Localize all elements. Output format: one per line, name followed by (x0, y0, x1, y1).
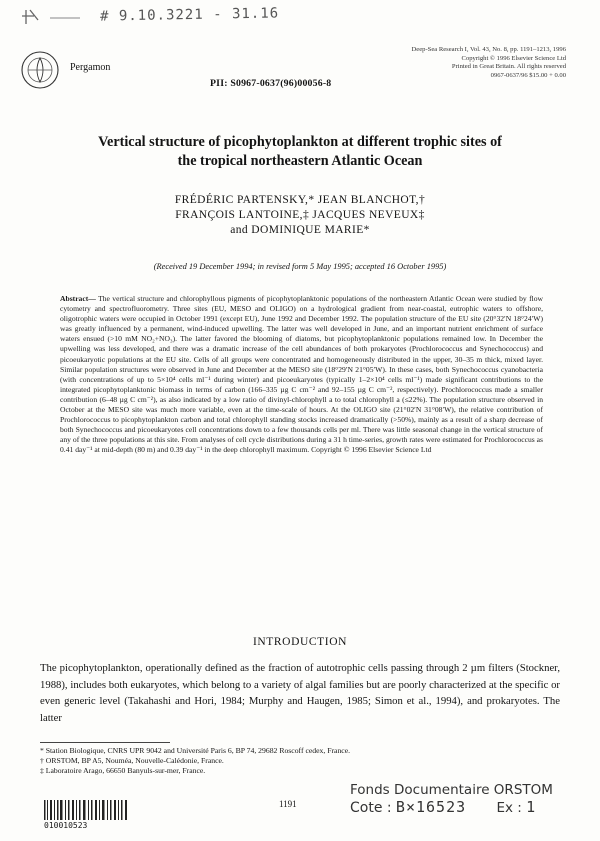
authors-line-1: FRÉDÉRIC PARTENSKY,* JEAN BLANCHOT,† (174, 194, 426, 206)
affiliation-footnotes (40, 746, 560, 776)
abstract-block (60, 294, 543, 456)
journal-line: 0967-0637/96 $15.00 + 0.00 (490, 71, 566, 79)
abstract-text: The vertical structure and chlorophyllous pigments of picophytoplanktonic populations of the northeastern Atlantic Ocean were studied by flow cytometry and spectrofluorometry. Three sites (EU, MESO and OLIGO) on a hydrological gradient from near-coastal, eutrophic waters to offshore, oligotrophic waters were occupied in October 1991 (except EU), June 1992 and December 1992. The population structure of the EU site (20°32′N 18°24′W) was greatly influenced by a permanent, wind-induced upwelling. The latter was well developed in June, and an important nutrient enrichment of surface waters ensued (>10 mM NO₂+NO₃). The latter favored the blooming of diatoms, but picophytoplanktonic populations remained low. In December the upwelling was less developed, and there was a dramatic increase of the cell abundances of both prokaryotes (Prochlorococcus and Synechococcus) and picoeukaryotic populations at the EU site. Cells of all groups were concentrated and homogeneously distributed in the upper, 30–35 m thick, mixed layer. Similar population structures were observed in June and December at the MESO site (18°29′N 21°05′W). In these cases, both Synechococcus cyanobacteria (with concentrations of up to 5×10⁴ cells ml⁻¹ during winter) and picoeukaryotes (typically 1–2×10⁴ cells ml⁻¹) made significant contributions to the integrated picophytoplanktonic biomass in terms of carbon (166–335 µg C cm⁻² and 92–155 µg C cm⁻², respectively). Prochlorococcus made a smaller contribution (6–48 µg C cm⁻²), as also indicated by a low ratio of divinyl-chlorophyll a to total chlorophyll a (≤22%). The population structure observed in October at the MESO site was much more variable, even at the time-scale of hours. At the OLIGO site (21°02′N 31°08′W), the relative contribution of Prochlorococcus to picophytoplankton carbon and total chlorophyll standing stocks increased dramatically (>50%), mainly as a result of a sharp decrease of both Synechococcus and picoeukaryotes cell concentrations down to a few thousands cells per ml. There was little seasonal change in the vertical structure of any of the three populations at this site. From analyses of cell cycle distributions during a 31 h time-series, growth rates were estimated for Prochlorococcus as 0.41 day⁻¹ at mid-depth (80 m) and 0.39 day⁻¹ in the deep chlorophyll maximum. Copyright © 1996 Elsevier Science Ltd (60, 294, 543, 455)
title-line-2: the tropical northeastern Atlantic Ocean (177, 153, 423, 169)
paper-title (40, 133, 560, 171)
journal-citation (346, 46, 566, 80)
title-line-1: Vertical structure of picophytoplankton at different trophic sites of (98, 134, 502, 150)
received-dates: (Received 19 December 1994; in revised form 5 May 1995; accepted 16 October 1995) (153, 262, 447, 271)
journal-line: Copyright © 1996 Elsevier Science Ltd (461, 54, 566, 62)
publisher-name: Pergamon (70, 62, 111, 73)
introduction-paragraph: The picophytoplankton, operationally defined as the fraction of autotrophic cells passing through 2 µm filters (Stockner, 1988), includes both eukaryotes, which belong to a variety of algal families but are poorly characterized at the specific or even generic level (Takahashi and Hori, 1984; Murphy and Haugen, 1985; Simon et al., 1994), and prokaryotes. The latter (40, 662, 560, 725)
stamp-ex-label: Ex : (496, 800, 522, 816)
barcode (44, 800, 128, 820)
page-number: 1191 (279, 799, 297, 809)
stamp-cote-label: Cote : (350, 800, 392, 816)
authors-line-2: FRANÇOIS LANTOINE,‡ JACQUES NEVEUX‡ (175, 209, 425, 221)
author-list (40, 193, 560, 238)
abstract-label: Abstract— (60, 294, 96, 303)
stamp-ex-value: 1 (526, 798, 537, 816)
handwritten-note: # 9.10.3221 - 31.16 (99, 5, 280, 25)
journal-line: Deep-Sea Research I, Vol. 43, No. 8, pp. 1191–1213, 1996 (411, 46, 566, 53)
pergamon-logo-icon (20, 50, 60, 90)
footnote-item: * Station Biologique, CNRS UPR 9042 and Université Paris 6, BP 74, 29682 Roscoff cedex, France. (40, 746, 351, 755)
journal-line: Printed in Great Britain. All rights reserved (451, 63, 566, 71)
stamp-header: Fonds Documentaire ORSTOM (350, 782, 553, 798)
barcode-number: 010010523 (44, 821, 88, 830)
footnote-item: ‡ Laboratoire Arago, 66650 Banyuls-sur-mer, France. (40, 766, 206, 775)
stamp-cote-value: B×16523 (395, 798, 467, 816)
footnote-divider (40, 742, 170, 743)
authors-line-3: and DOMINIQUE MARIE* (230, 224, 370, 236)
footnote-item: † ORSTOM, BP A5, Nouméa, Nouvelle-Calédonie, France. (40, 756, 224, 765)
pii-identifier: PII: S0967-0637(96)00056-8 (210, 78, 332, 89)
archive-stamp (350, 782, 580, 836)
section-heading-introduction: INTRODUCTION (252, 636, 348, 648)
